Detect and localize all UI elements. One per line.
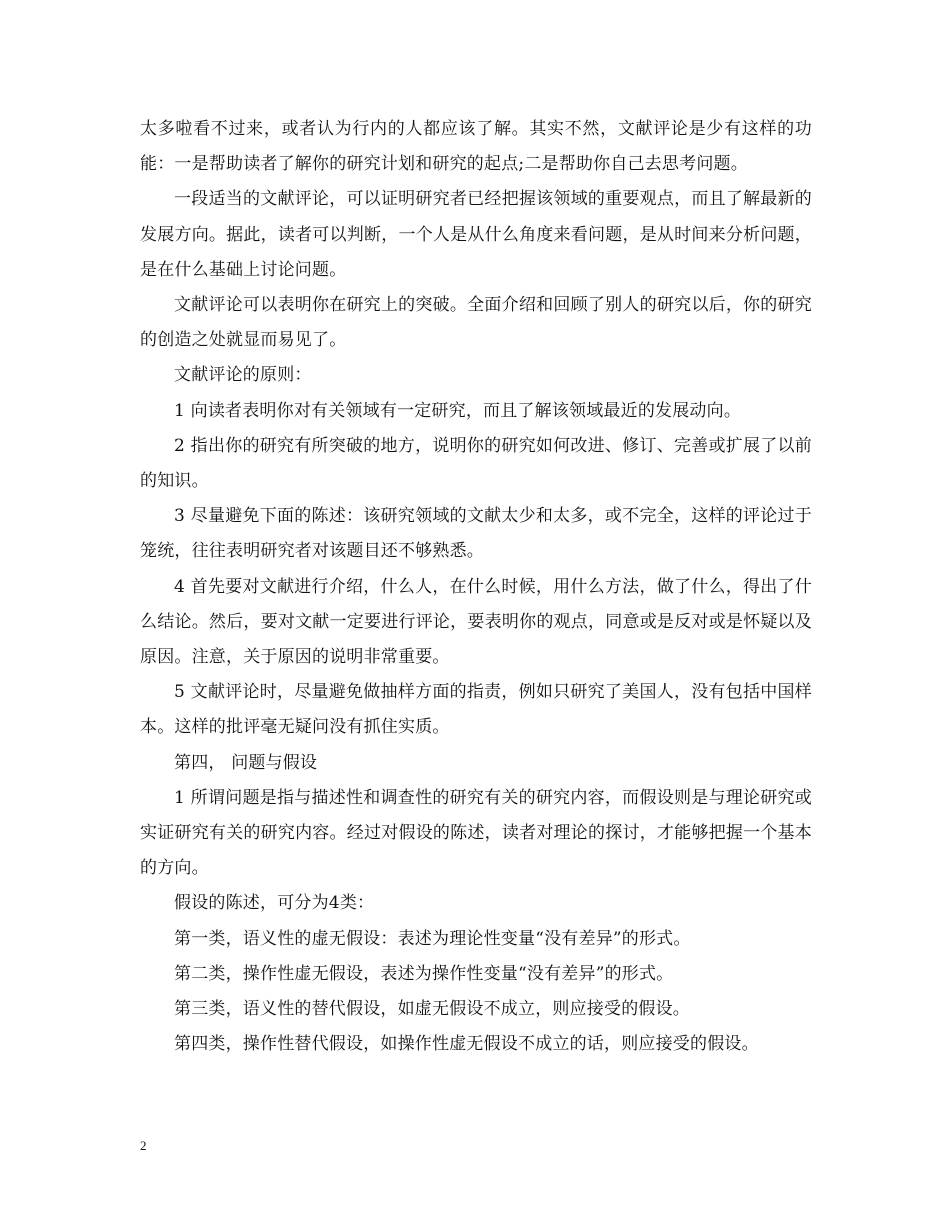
body-text [140,112,812,1062]
paragraph: 一段适当的文献评论，可以证明研究者已经把握该领域的重要观点，而且了解最新的发展方向。据此，读者可以判断，一个人是从什么角度来看问题，是从时间来分析问题，是在什么基础上讨论问题。 [140,189,812,280]
list-item: 4 首先要对文献进行介绍，什么人，在什么时候，用什么方法，做了什么，得出了什么结论。然后，要对文献一定要进行评论，要表明你的观点，同意或是反对或是怀疑以及原因。注意，关于原因的说明非常重要。 [140,576,812,668]
hypothesis-type: 第四类，操作性替代假设，如操作性虚无假设不成立的话，则应接受的假设。 [174,1034,759,1055]
list-item: 5 文献评论时，尽量避免做抽样方面的指责，例如只研究了美国人，没有包括中国样本。这样的批评毫无疑问没有抓住实质。 [140,682,812,738]
page-number: 2 [140,1138,147,1153]
list-item: 3 尽量避免下面的陈述：该研究领域的文献太少和太多，或不完全，这样的评论过于笼统，往往表明研究者对该题目还不够熟悉。 [140,506,812,562]
hypothesis-type: 第一类，语义性的虚无假设：表述为理论性变量“没有差异”的形式。 [174,928,691,949]
paragraph-continued: 太多啦看不过来，或者认为行内的人都应该了解。其实不然，文献评论是少有这样的功能：一是帮助读者了解你的研究计划和研究的起点;二是帮助你自己去思考问题。 [140,119,812,175]
paragraph: 假设的陈述，可分为4类： [174,893,375,914]
list-item: 1 向读者表明你对有关领域有一定研究，而且了解该领域最近的发展动向。 [174,400,742,421]
list-item: 2 指出你的研究有所突破的地方，说明你的研究如何改进、修订、完善或扩展了以前的知识。 [140,435,812,492]
hypothesis-type: 第三类，语义性的替代假设，如虚无假设不成立，则应接受的假设。 [174,999,690,1020]
section-heading-principles: 文献评论的原则： [174,365,312,386]
section-heading: 第四， 问题与假设 [174,752,318,773]
hypothesis-type: 第二类，操作性虚无假设，表述为操作性变量“没有差异”的形式。 [174,963,674,984]
paragraph: 文献评论可以表明你在研究上的突破。全面介绍和回顾了别人的研究以后，你的研究的创造之处就显而易见了。 [140,295,812,351]
list-item: 1 所谓问题是指与描述性和调查性的研究有关的研究内容，而假设则是与理论研究或实证研究有关的研究内容。经过对假设的陈述，读者对理论的探讨，才能够把握一个基本的方向。 [140,787,812,879]
